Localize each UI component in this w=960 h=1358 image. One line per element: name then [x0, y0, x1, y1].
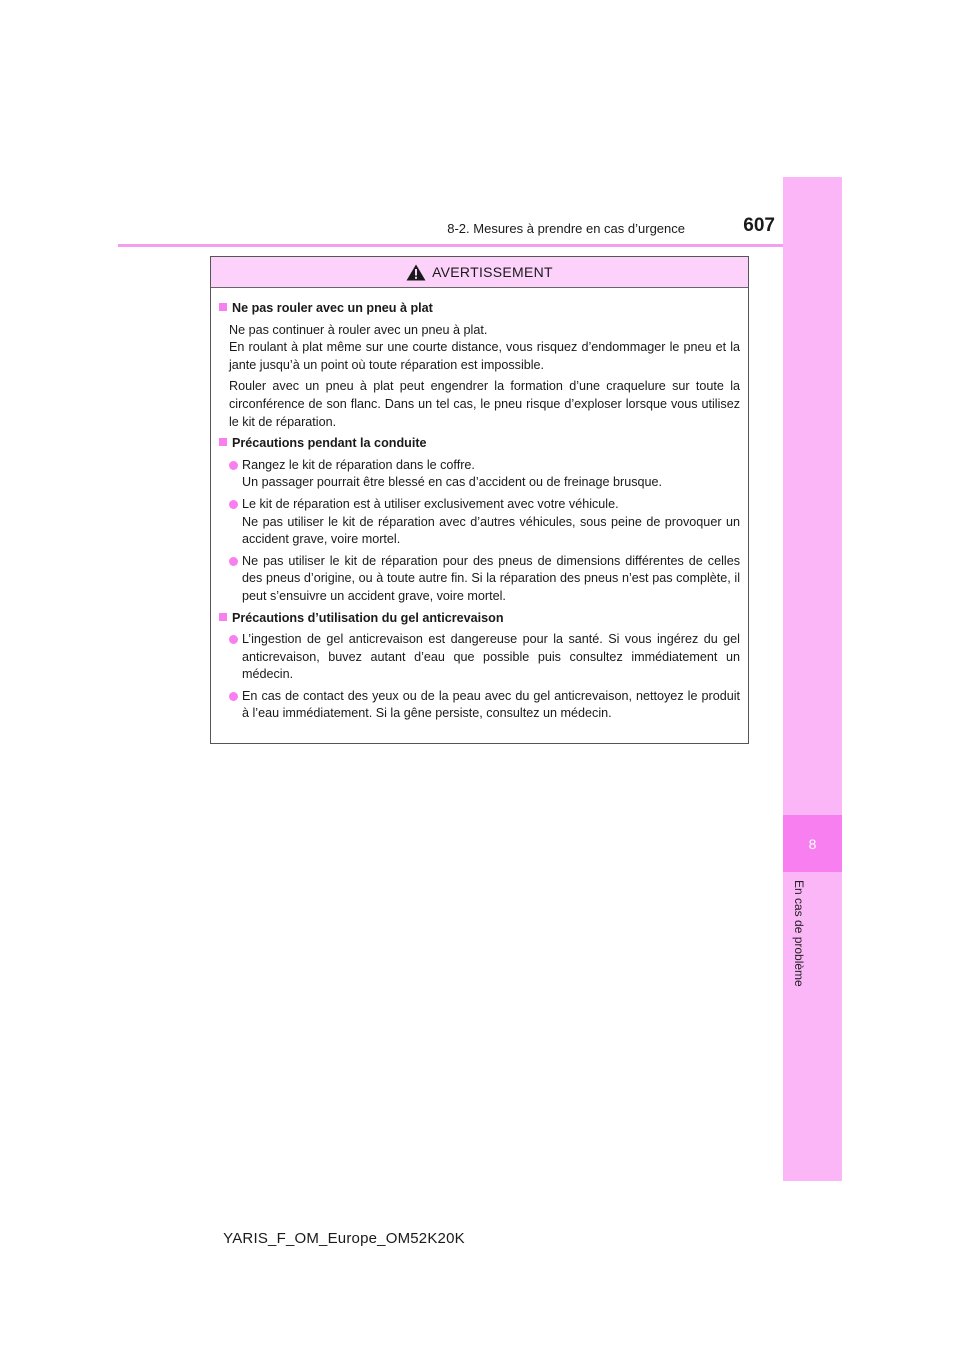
section-paragraph: Rouler avec un pneu à plat peut engendrer la formation d’une craquelure sur toute la circonférence de son flanc. Dans un tel cas, le pneu risque d’exploser lorsque vous utilisez le kit de réparation. — [229, 379, 740, 429]
section-heading — [219, 435, 740, 453]
round-bullet-icon — [229, 692, 238, 701]
square-bullet-icon — [219, 303, 227, 311]
warning-box — [210, 256, 749, 744]
warning-header — [211, 257, 748, 288]
section-heading — [219, 300, 740, 318]
chapter-label: En cas de problème — [792, 880, 806, 987]
chapter-number: 8 — [808, 835, 817, 852]
warning-triangle-icon — [406, 264, 426, 281]
round-bullet-icon — [229, 461, 238, 470]
warning-body — [211, 288, 748, 723]
bullet-item — [229, 631, 740, 684]
section-paragraph: Ne pas continuer à rouler avec un pneu à plat. En roulant à plat même sur une courte distance, vous risquez d’endommager le pneu et la jante jusqu’à un point où toute réparation est impossible. — [229, 322, 740, 372]
bullet-text: Ne pas utiliser le kit de réparation pour des pneus de dimensions différentes de celles des pneus d’origine, ou à toute autre fin. Si la réparation des pneus n’est pas complète, il peut s’ensuivre un accident grave, voire mortel. — [242, 553, 740, 603]
document-footer — [0, 1230, 960, 1247]
bullet-text: Le kit de réparation est à utiliser exclusivement avec votre véhicule. Ne pas utiliser le kit de réparation avec d’autres véhicules, sous peine de provoquer un accident grave, voire mortel. — [242, 496, 740, 547]
bullet-text: L’ingestion de gel anticrevaison est dangereuse pour la santé. Si vous ingérez du gel anticrevaison, buvez autant d’eau que possible puis consultez immédiatement un médecin. — [242, 632, 740, 682]
square-bullet-icon — [219, 438, 227, 446]
side-thumb-band — [783, 177, 842, 1181]
section-heading-text: Ne pas rouler avec un pneu à plat — [232, 301, 433, 315]
section-heading-text: Précautions pendant la conduite — [232, 436, 427, 451]
document-code: YARIS_F_OM_Europe_OM52K20K — [223, 1230, 465, 1247]
round-bullet-icon — [229, 557, 238, 566]
chapter-tab — [783, 815, 842, 872]
running-header: 8-2. Mesures à prendre en cas d’urgence — [447, 221, 685, 236]
page-number: 607 — [743, 215, 775, 236]
bullet-item — [229, 496, 740, 549]
bullet-item — [229, 688, 740, 723]
bullet-item — [229, 553, 740, 606]
header-divider — [118, 244, 842, 247]
square-bullet-icon — [219, 613, 227, 621]
warning-title: AVERTISSEMENT — [432, 264, 553, 280]
bullet-item — [229, 457, 740, 492]
bullet-text: Rangez le kit de réparation dans le coffre. Un passager pourrait être blessé en cas d’accident ou de freinage brusque. — [242, 457, 663, 490]
section-heading-text: Précautions d’utilisation du gel anticrevaison — [232, 610, 504, 625]
section-heading — [219, 610, 740, 628]
bullet-text: En cas de contact des yeux ou de la peau avec du gel anticrevaison, nettoyez le produit à l’eau immédiatement. Si la gêne persiste, consultez un médecin. — [242, 688, 740, 721]
round-bullet-icon — [229, 635, 238, 644]
round-bullet-icon — [229, 500, 238, 509]
